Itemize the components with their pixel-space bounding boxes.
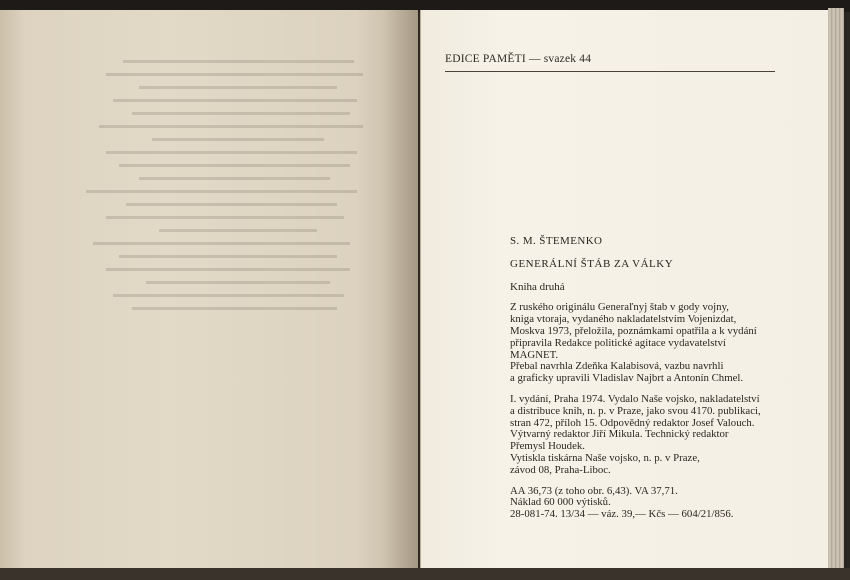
- book-title: GENERÁLNÍ ŠTÁB ZA VÁLKY: [510, 257, 674, 270]
- text-line: připravila Redakce politické agitace vydavatelství: [510, 336, 726, 349]
- text-line: MAGNET.: [510, 348, 559, 361]
- text-line: kniga vtoraja, vydaného nakladatelstvím Vojenizdat,: [510, 313, 737, 326]
- text-line: stran 472, příloh 15. Odpovědný redaktor Josef Valouch.: [510, 416, 755, 429]
- book-cover-bottom: [0, 568, 850, 580]
- text-line: a graficky upravili Vladislav Najbrt a Antonín Chmel.: [510, 372, 744, 385]
- edition-paragraph: [510, 394, 810, 477]
- text-line: a distribuce knih, n. p. v Praze, jako svou 4170. publikaci,: [510, 404, 761, 417]
- imprint-block: [510, 236, 810, 521]
- text-line: Náklad 60 000 výtisků.: [510, 496, 611, 509]
- text-line: závod 08, Praha-Liboc.: [510, 463, 611, 476]
- text-line: Moskva 1973, přeložila, poznámkami opatřila a k vydání: [510, 324, 757, 337]
- page-block-edge: [828, 8, 844, 570]
- text-line: 28-081-74. 13/34 — váz. 39,— Kčs — 604/21/856.: [510, 508, 734, 521]
- text-line: Z ruského originálu Generaľnyj štab v gody vojny,: [510, 301, 729, 314]
- text-line: Přebal navrhla Zdeňka Kalabisová, vazbu navrhli: [510, 360, 724, 373]
- gutter-shadow: [384, 10, 424, 570]
- header-rule: [445, 71, 775, 72]
- book-subtitle: Kniha druhá: [510, 280, 565, 293]
- text-line: I. vydání, Praha 1974. Vydalo Naše vojsko, nakladatelství: [510, 392, 760, 405]
- show-through-text: [40, 60, 370, 530]
- print-data-paragraph: [510, 486, 810, 521]
- series-heading: EDICE PAMĚTI — svazek 44: [445, 53, 592, 65]
- translation-paragraph: [510, 302, 810, 385]
- author: S. M. ŠTEMENKO: [510, 235, 603, 247]
- text-line: AA 36,73 (z toho obr. 6,43). VA 37,71.: [510, 484, 678, 497]
- text-line: Přemysl Houdek.: [510, 440, 585, 453]
- text-line: Výtvarný redaktor Jiří Mikula. Technický redaktor: [510, 428, 729, 441]
- text-line: Vytiskla tiskárna Naše vojsko, n. p. v Praze,: [510, 451, 700, 464]
